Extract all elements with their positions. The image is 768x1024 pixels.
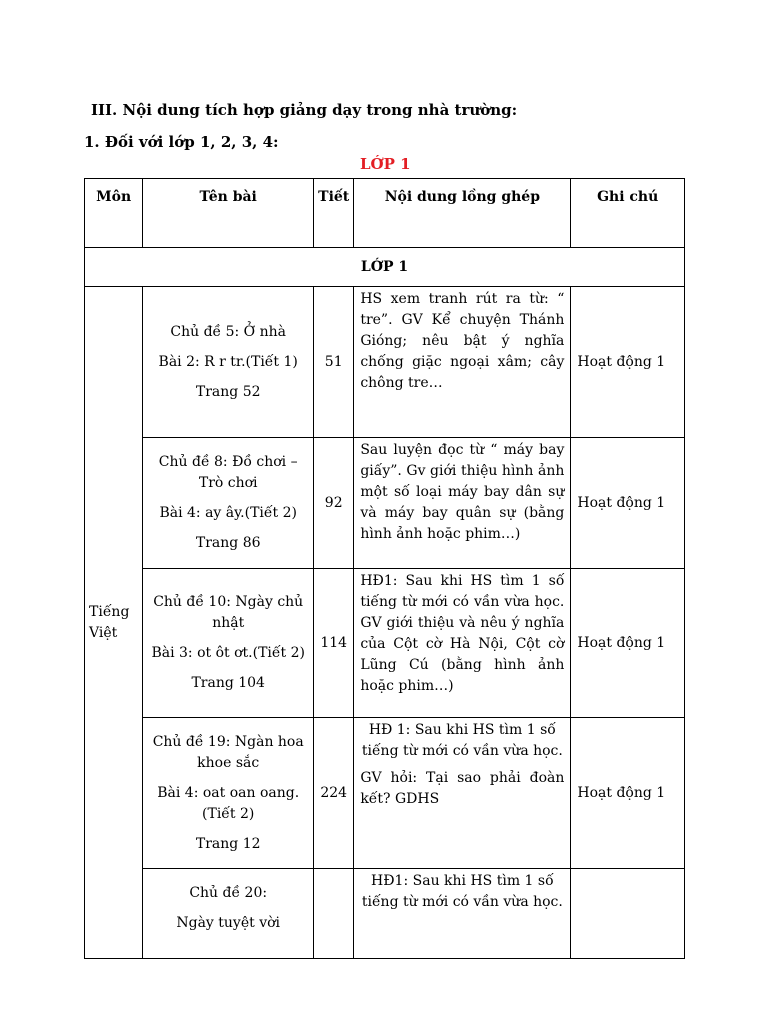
content-text: HĐ1: Sau khi HS tìm 1 số tiếng từ mới có vần vừa học. xyxy=(361,873,563,910)
header-period: Tiết xyxy=(314,179,354,248)
lesson-page: Trang 86 xyxy=(195,535,261,551)
lesson-topic: Chủ đề 8: Đồ chơi – Trò chơi xyxy=(158,454,298,491)
content-text: HĐ1: Sau khi HS tìm 1 số tiếng từ mới có vần vừa học. GV giới thiệu và nêu ý nghĩa của Cột cờ Hà Nội, Cột cờ Lũng Cú (bằng hình ảnh hoặc phim…) xyxy=(360,573,565,694)
period-cell: 224 xyxy=(314,718,354,869)
lesson-name: Bài 2: R r tr.(Tiết 1) xyxy=(158,353,298,370)
lesson-cell xyxy=(143,869,314,959)
header-lesson: Tên bài xyxy=(143,179,314,248)
header-note: Ghi chú xyxy=(571,179,685,248)
note-cell: Hoạt động 1 xyxy=(571,287,685,438)
lesson-topic: Chủ đề 19: Ngàn hoa khoe sắc xyxy=(152,733,304,771)
table-row xyxy=(85,869,685,959)
note-cell: Hoạt động 1 xyxy=(571,569,685,718)
lesson-topic: Chủ đề 20: xyxy=(189,885,268,901)
lesson-cell xyxy=(143,718,314,869)
content-cell xyxy=(354,718,571,869)
class-row-label: LỚP 1 xyxy=(85,248,685,287)
content-cell xyxy=(354,869,571,959)
content-text: HĐ 1: Sau khi HS tìm 1 số tiếng từ mới có vần vừa học. xyxy=(361,722,563,759)
lesson-page: Trang 104 xyxy=(191,675,265,691)
header-content: Nội dung lồng ghép xyxy=(354,179,571,248)
lesson-topic: Chủ đề 5: Ở nhà xyxy=(170,323,286,340)
lesson-page: Trang 12 xyxy=(195,835,261,852)
class-title: LỚP 1 xyxy=(360,155,411,173)
content-cell xyxy=(354,438,571,569)
lesson-cell xyxy=(143,569,314,718)
subsection-title: 1. Đối với lớp 1, 2, 3, 4: xyxy=(84,133,279,151)
section-title: III. Nội dung tích hợp giảng dạy trong nhà trường: xyxy=(91,101,518,119)
period-cell: 114 xyxy=(314,569,354,718)
lesson-name: Bài 4: oat oan oang.(Tiết 2) xyxy=(157,784,300,822)
table-header-row xyxy=(85,179,685,248)
integration-table xyxy=(84,178,685,959)
content-cell xyxy=(354,287,571,438)
table-row xyxy=(85,718,685,869)
period-cell: 92 xyxy=(314,438,354,569)
lesson-name: Bài 4: ay ây.(Tiết 2) xyxy=(159,505,297,521)
period-cell: 51 xyxy=(314,287,354,438)
period-cell xyxy=(314,869,354,959)
note-cell: Hoạt động 1 xyxy=(571,718,685,869)
table-row xyxy=(85,569,685,718)
lesson-name: Ngày tuyệt vời xyxy=(176,915,281,931)
note-cell xyxy=(571,869,685,959)
content-text: HS xem tranh rút ra từ: “ tre”. GV Kể chuyện Thánh Gióng; nêu bật ý nghĩa chống giặc ngoại xâm; cây chông tre… xyxy=(360,291,565,391)
content-cell xyxy=(354,569,571,718)
subject-cell: Tiếng Việt xyxy=(85,287,143,959)
table-row xyxy=(85,438,685,569)
lesson-cell xyxy=(143,287,314,438)
content-text-2: GV hỏi: Tại sao phải đoàn kết? GDHS xyxy=(360,770,565,807)
note-cell: Hoạt động 1 xyxy=(571,438,685,569)
class-row xyxy=(85,248,685,287)
content-text: Sau luyện đọc từ “ máy bay giấy”. Gv giới thiệu hình ảnh một số loại máy bay dân sự và máy bay quân sự (bằng hình ảnh hoặc phim…) xyxy=(360,442,565,542)
lesson-name: Bài 3: ot ôt ơt.(Tiết 2) xyxy=(151,645,305,661)
lesson-page: Trang 52 xyxy=(195,383,261,400)
header-subject: Môn xyxy=(85,179,143,248)
lesson-cell xyxy=(143,438,314,569)
lesson-topic: Chủ đề 10: Ngày chủ nhật xyxy=(153,594,304,631)
table-row xyxy=(85,287,685,438)
